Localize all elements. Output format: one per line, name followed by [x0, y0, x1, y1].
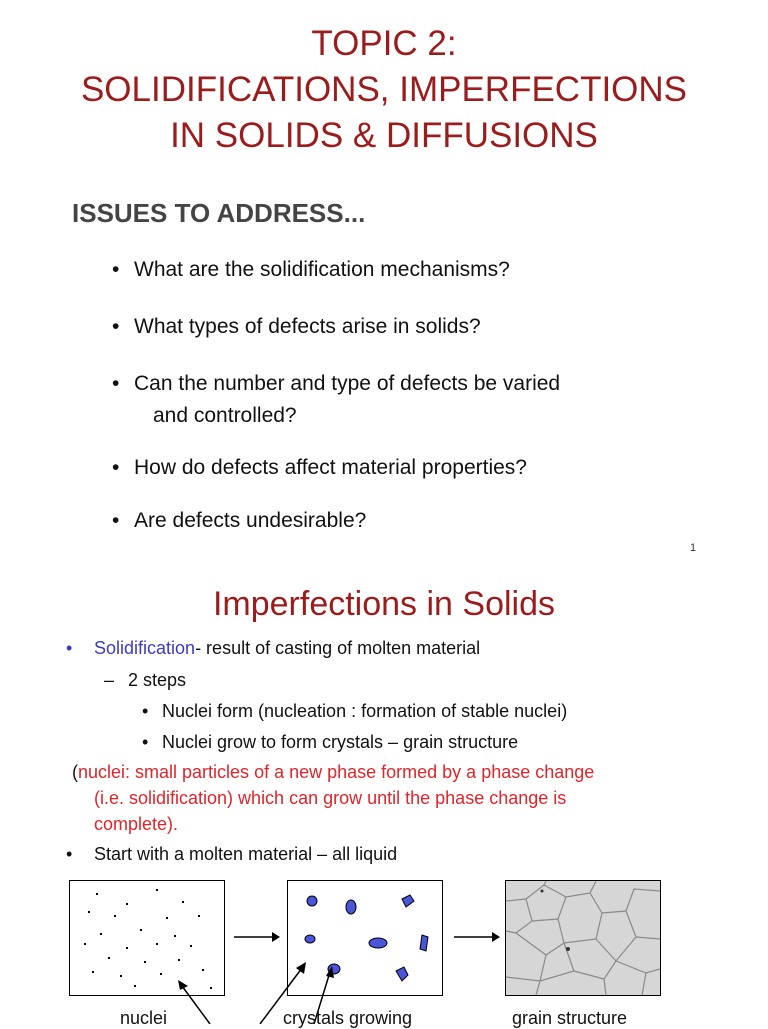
- issue-bullet: • Can the number and type of defects be varied: [112, 372, 561, 395]
- step-item: • Nuclei form (nucleation : formation of stable nuclei): [142, 701, 568, 721]
- steps-subbullet: – 2 steps: [104, 670, 187, 690]
- issue-bullet: • What are the solidification mechanisms?: [112, 258, 510, 281]
- solidification-bullet: • Solidification- result of casting of molten material: [66, 638, 481, 658]
- grain-structure-panel: [505, 880, 661, 996]
- nuclei-pointer-arrow: [170, 950, 250, 1024]
- caption-nuclei: nuclei: [120, 1008, 168, 1028]
- arrow-right-icon: [452, 930, 500, 944]
- issue-bullet: • Are defects undesirable?: [112, 509, 367, 532]
- issue-bullet: • What types of defects arise in solids?: [112, 315, 481, 338]
- slide2-title: Imperfections in Solids: [212, 585, 556, 623]
- issues-heading: ISSUES TO ADDRESS...: [72, 198, 366, 228]
- page-number: 1: [690, 542, 697, 554]
- start-bullet: • Start with a molten material – all liquid: [66, 844, 398, 864]
- slide-title-line3: IN SOLIDS & DIFFUSIONS: [170, 116, 598, 155]
- issue-bullet: • How do defects affect material properties?: [112, 456, 527, 479]
- slide-title-line2: SOLIDIFICATIONS, IMPERFECTIONS: [80, 70, 688, 109]
- nuclei-definition-line1: (nuclei: small particles of a new phase formed by a phase change: [72, 762, 595, 782]
- caption-crystals-growing: crystals growing: [283, 1008, 413, 1028]
- slide-title-line1: TOPIC 2:: [311, 24, 457, 63]
- step-item: • Nuclei grow to form crystals – grain structure: [142, 732, 519, 752]
- solidification-term: Solidification: [94, 638, 196, 658]
- grain-structure-image: [506, 881, 660, 995]
- arrow-right-icon: [232, 930, 280, 944]
- issue-bullet-continuation: and controlled?: [153, 404, 297, 427]
- caption-grain-structure: grain structure: [512, 1008, 628, 1028]
- nuclei-definition-line2: (i.e. solidification) which can grow until the phase change is: [94, 788, 567, 808]
- nuclei-definition-line3: complete).: [94, 814, 179, 834]
